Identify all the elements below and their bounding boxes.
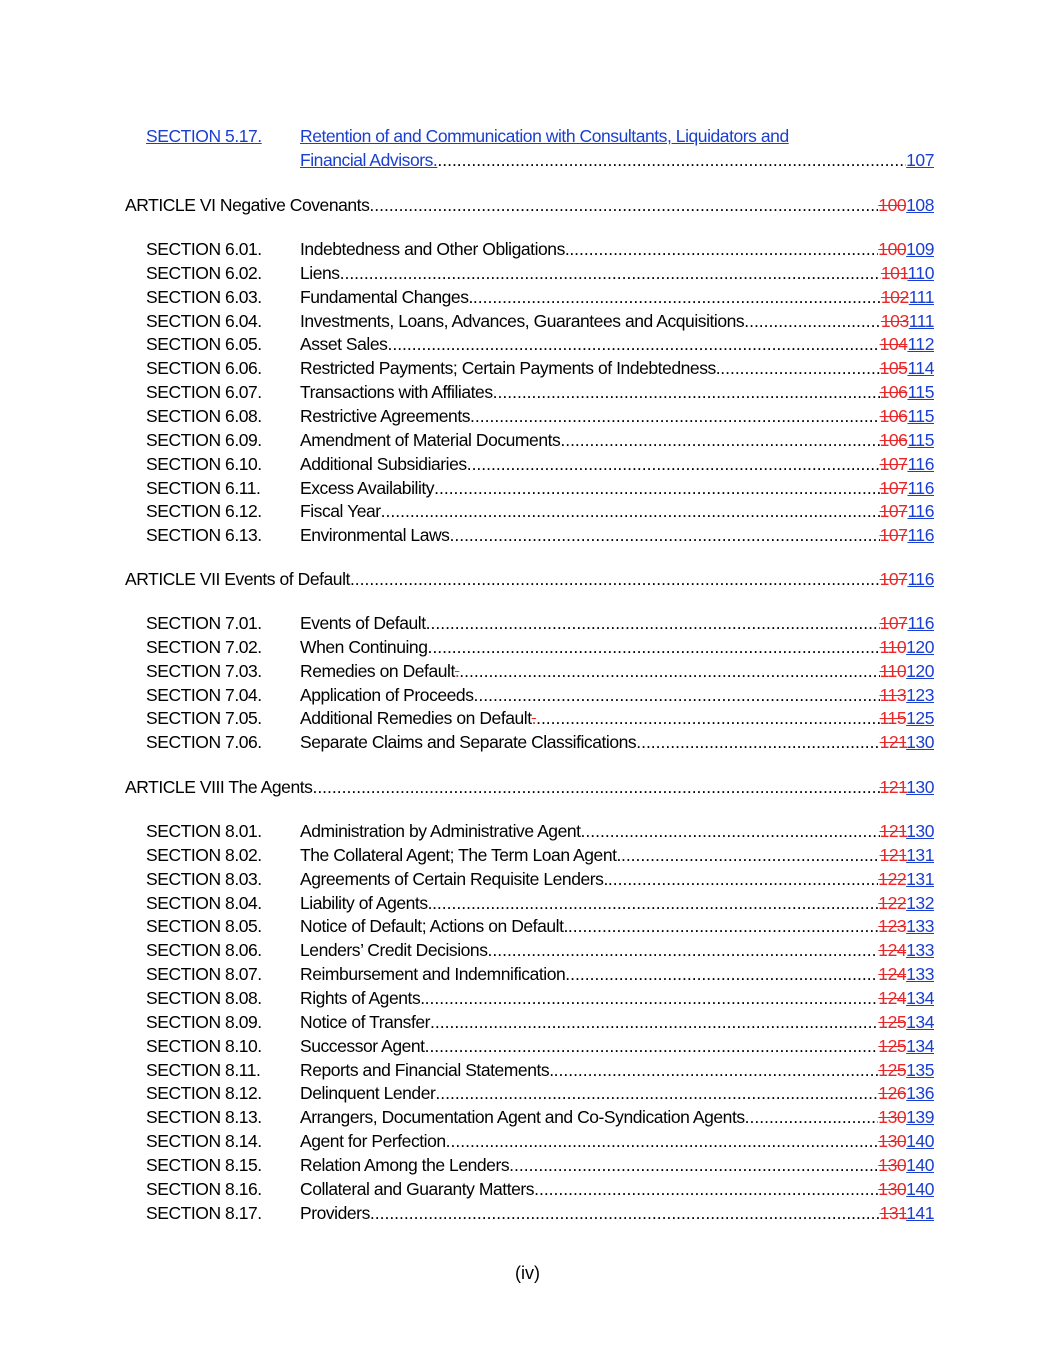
section-number: SECTION 8.15. bbox=[146, 1154, 262, 1175]
section-title: Arrangers, Documentation Agent and Co-Syndication Agents bbox=[300, 1107, 745, 1128]
section-number: SECTION 6.04. bbox=[146, 310, 262, 331]
old-page-number: 110 bbox=[879, 660, 907, 681]
toc-entry-5-17[interactable] bbox=[0, 124, 934, 148]
toc-entry[interactable] bbox=[0, 914, 934, 938]
toc-entry[interactable] bbox=[0, 1105, 934, 1129]
toc-article-vi[interactable] bbox=[0, 193, 934, 217]
dot-leader bbox=[560, 428, 879, 452]
dot-leader bbox=[446, 1129, 879, 1153]
old-page-number: 130 bbox=[878, 1107, 907, 1128]
dot-leader bbox=[430, 1010, 878, 1034]
section-number: SECTION 6.10. bbox=[146, 453, 262, 474]
new-page-number[interactable]: 140 bbox=[906, 1178, 934, 1199]
section-number: SECTION 7.01. bbox=[146, 613, 262, 633]
section-number: SECTION 7.03. bbox=[146, 660, 262, 681]
section-number: SECTION 8.16. bbox=[146, 1178, 262, 1199]
page-number-footer: (iv) bbox=[515, 1263, 540, 1283]
section-title: Notice of Transfer bbox=[300, 1011, 431, 1032]
toc-entry[interactable] bbox=[0, 730, 934, 754]
dot-leader bbox=[387, 332, 879, 356]
toc-entry[interactable] bbox=[0, 309, 934, 333]
toc-entry[interactable] bbox=[0, 1201, 934, 1225]
section-title: Indebtedness and Other Obligations. bbox=[300, 239, 570, 259]
new-page-number[interactable]: 107 bbox=[906, 150, 934, 170]
dot-leader bbox=[488, 938, 879, 962]
new-page-number[interactable]: 136 bbox=[906, 1083, 934, 1104]
new-page-number[interactable]: 116 bbox=[907, 453, 934, 474]
dot-leader bbox=[568, 914, 878, 938]
new-page-number[interactable]: 140 bbox=[906, 1131, 934, 1151]
dot-leader bbox=[569, 237, 878, 261]
new-page-number[interactable]: 133 bbox=[906, 964, 934, 985]
dot-leader bbox=[350, 567, 880, 591]
section-number: SECTION 6.13. bbox=[146, 525, 262, 546]
toc-entry[interactable] bbox=[0, 938, 934, 962]
toc-entry[interactable] bbox=[0, 611, 934, 635]
section-number: SECTION 7.02. bbox=[146, 636, 262, 657]
section-number: SECTION 8.09. bbox=[146, 1011, 262, 1032]
section-number: SECTION 8.02. bbox=[146, 844, 262, 865]
section-number: SECTION 8.08. bbox=[146, 988, 262, 1008]
toc-entry[interactable] bbox=[0, 356, 934, 380]
dot-leader bbox=[312, 775, 879, 799]
section-title: Collateral and Guaranty Matters bbox=[300, 1178, 535, 1199]
new-page-number[interactable]: 130 bbox=[906, 732, 934, 753]
dot-leader bbox=[435, 1081, 878, 1105]
section-title: Reports and Financial Statements. bbox=[300, 1059, 554, 1080]
section-title: The Collateral Agent; The Term Loan Agent. bbox=[300, 844, 621, 865]
old-page-number: 107 bbox=[879, 569, 908, 589]
deleted-text: . bbox=[454, 660, 460, 681]
dot-leader bbox=[426, 611, 880, 635]
section-title: Fiscal Year bbox=[300, 501, 381, 522]
section-title: When Continuing bbox=[300, 636, 428, 657]
old-page-number: 124 bbox=[878, 964, 907, 985]
toc-entry[interactable] bbox=[0, 1058, 934, 1082]
dot-leader bbox=[432, 891, 878, 915]
old-page-number: 121 bbox=[879, 732, 907, 753]
new-page-number[interactable]: 139 bbox=[906, 1107, 934, 1128]
old-page-number: 122 bbox=[878, 868, 907, 889]
section-number: SECTION 8.06. bbox=[146, 940, 262, 961]
section-title: Liability of Agents. bbox=[300, 892, 433, 913]
old-page-number: 107 bbox=[879, 477, 908, 498]
new-page-number[interactable]: 109 bbox=[906, 239, 934, 259]
old-page-number: 130 bbox=[878, 1131, 907, 1151]
old-page-number: 124 bbox=[878, 988, 907, 1008]
section-title: Restricted Payments; Certain Payments of Indebtedness. bbox=[300, 358, 721, 379]
section-number: SECTION 8.01. bbox=[146, 821, 262, 841]
new-page-number[interactable]: 123 bbox=[906, 684, 934, 705]
old-page-number: 130 bbox=[878, 1154, 907, 1175]
section-number: SECTION 8.07. bbox=[146, 964, 262, 985]
old-page-number: 122 bbox=[878, 892, 907, 913]
new-page-number[interactable]: 114 bbox=[907, 358, 934, 379]
section-title: Additional Remedies on Default bbox=[300, 708, 532, 729]
old-page-number: 123 bbox=[878, 916, 907, 937]
toc-entry[interactable] bbox=[0, 706, 934, 730]
dot-leader bbox=[473, 285, 881, 309]
new-page-number[interactable]: 135 bbox=[906, 1059, 934, 1080]
new-page-number[interactable]: 130 bbox=[906, 777, 934, 797]
toc-entry[interactable] bbox=[0, 404, 934, 428]
section-title: Restrictive Agreements bbox=[300, 406, 471, 426]
new-page-number[interactable]: 132 bbox=[906, 892, 934, 913]
dot-leader bbox=[744, 309, 881, 333]
section-number: SECTION 6.01. bbox=[146, 239, 262, 259]
section-number: SECTION 6.09. bbox=[146, 429, 262, 450]
new-page-number[interactable]: 131 bbox=[906, 868, 934, 889]
section-title: Separate Claims and Separate Classifications bbox=[300, 732, 637, 753]
old-page-number: 100 bbox=[878, 239, 907, 259]
dot-leader bbox=[554, 1058, 879, 1082]
dot-leader bbox=[493, 380, 880, 404]
toc-entry[interactable] bbox=[0, 819, 934, 843]
toc-entry[interactable] bbox=[0, 261, 934, 285]
toc-entry[interactable] bbox=[0, 635, 934, 659]
section-number[interactable]: SECTION 5.17. bbox=[146, 126, 262, 146]
new-page-number[interactable]: 120 bbox=[906, 636, 934, 657]
old-page-number: 125 bbox=[878, 1059, 907, 1080]
old-page-number: 115 bbox=[879, 708, 907, 729]
section-title: Amendment of Material Documents bbox=[300, 429, 561, 450]
section-number: SECTION 8.12. bbox=[146, 1083, 262, 1104]
new-page-number[interactable]: 116 bbox=[907, 501, 934, 522]
toc-article-viii[interactable] bbox=[0, 775, 934, 799]
section-number: SECTION 6.06. bbox=[146, 358, 262, 379]
dot-leader bbox=[608, 867, 878, 891]
toc-entry[interactable] bbox=[0, 523, 934, 547]
old-page-number: 102 bbox=[880, 286, 909, 307]
section-title: Agent for Perfection bbox=[300, 1131, 446, 1151]
section-title: Events of Default bbox=[300, 613, 426, 633]
toc-entry[interactable] bbox=[0, 659, 934, 683]
old-page-number: 124 bbox=[878, 940, 907, 961]
section-number: SECTION 8.04. bbox=[146, 892, 262, 913]
section-title: Asset Sales bbox=[300, 334, 388, 355]
dot-leader bbox=[636, 730, 879, 754]
dot-leader bbox=[581, 819, 880, 843]
section-title: Additional Subsidiaries bbox=[300, 453, 467, 474]
section-title: Application of Proceeds bbox=[300, 684, 474, 705]
section-number: SECTION 6.12. bbox=[146, 501, 262, 522]
section-number: SECTION 6.02. bbox=[146, 262, 262, 283]
section-title: Reimbursement and Indemnification bbox=[300, 964, 566, 985]
dot-leader bbox=[534, 1177, 878, 1201]
old-page-number: 105 bbox=[879, 358, 908, 379]
toc-entry[interactable] bbox=[0, 380, 934, 404]
new-page-number[interactable]: 130 bbox=[906, 821, 934, 841]
dot-leader bbox=[425, 986, 879, 1010]
new-page-number[interactable]: 133 bbox=[906, 916, 934, 937]
toc-entry[interactable] bbox=[0, 891, 934, 915]
section-number: SECTION 7.05. bbox=[146, 708, 262, 729]
old-page-number: 107 bbox=[879, 613, 908, 633]
toc-entry[interactable] bbox=[0, 476, 934, 500]
old-page-number: 106 bbox=[879, 406, 908, 426]
new-page-number[interactable]: 120 bbox=[906, 660, 934, 681]
old-page-number: 100 bbox=[878, 195, 907, 215]
new-page-number[interactable]: 112 bbox=[907, 334, 934, 355]
dot-leader bbox=[428, 635, 880, 659]
old-page-number: 107 bbox=[879, 453, 908, 474]
dot-leader bbox=[449, 523, 879, 547]
article-title: ARTICLE VII Events of Default bbox=[125, 569, 350, 589]
section-title: Investments, Loans, Advances, Guarantees and Acquisitions bbox=[300, 310, 745, 331]
new-page-number[interactable]: 140 bbox=[906, 1154, 934, 1175]
new-page-number[interactable]: 116 bbox=[907, 477, 934, 498]
new-page-number[interactable]: 108 bbox=[906, 195, 934, 215]
new-page-number[interactable]: 116 bbox=[907, 613, 934, 633]
old-page-number: 121 bbox=[879, 777, 907, 797]
toc-entry[interactable] bbox=[0, 499, 934, 523]
section-title: Liens bbox=[300, 262, 340, 283]
toc-article-vii[interactable] bbox=[0, 567, 934, 591]
new-page-number[interactable]: 111 bbox=[908, 310, 934, 331]
section-title: Delinquent Lender bbox=[300, 1083, 436, 1104]
new-page-number[interactable]: 134 bbox=[906, 1011, 934, 1032]
old-page-number: 126 bbox=[878, 1083, 907, 1104]
section-number: SECTION 6.08. bbox=[146, 406, 262, 426]
old-page-number: 130 bbox=[878, 1178, 907, 1199]
section-title: Remedies on Default bbox=[300, 660, 455, 681]
section-number: SECTION 7.04. bbox=[146, 684, 262, 705]
dot-leader bbox=[720, 356, 879, 380]
dot-leader bbox=[536, 706, 880, 730]
toc-entry[interactable] bbox=[0, 332, 934, 356]
toc-entry[interactable] bbox=[0, 452, 934, 476]
dot-leader bbox=[381, 499, 880, 523]
dot-leader bbox=[437, 148, 906, 172]
toc-entry[interactable] bbox=[0, 1177, 934, 1201]
dot-leader bbox=[467, 452, 880, 476]
toc-entry[interactable] bbox=[0, 683, 934, 707]
dot-leader bbox=[745, 1105, 879, 1129]
toc-entry[interactable] bbox=[0, 237, 934, 261]
new-page-number[interactable]: 133 bbox=[906, 940, 934, 961]
toc-entry[interactable] bbox=[0, 867, 934, 891]
dot-leader bbox=[370, 1201, 880, 1225]
section-number: SECTION 6.11. bbox=[146, 477, 261, 498]
toc-entry[interactable] bbox=[0, 1153, 934, 1177]
new-page-number[interactable]: 116 bbox=[907, 569, 934, 589]
old-page-number: 103 bbox=[880, 310, 909, 331]
section-title: Excess Availability bbox=[300, 477, 435, 498]
new-page-number[interactable]: 111 bbox=[908, 286, 934, 307]
dot-leader bbox=[369, 193, 878, 217]
dot-leader bbox=[425, 1034, 879, 1058]
old-page-number: 106 bbox=[879, 382, 908, 403]
article-title: ARTICLE VIII The Agents bbox=[125, 777, 313, 797]
old-page-number: 106 bbox=[879, 429, 908, 450]
section-number: SECTION 6.05. bbox=[146, 334, 262, 355]
new-page-number[interactable]: 115 bbox=[907, 382, 934, 403]
dot-leader bbox=[434, 476, 879, 500]
old-page-number: 113 bbox=[879, 684, 907, 705]
dot-leader bbox=[621, 843, 880, 867]
new-page-number[interactable]: 125 bbox=[906, 708, 934, 729]
old-page-number: 125 bbox=[878, 1035, 907, 1056]
old-page-number: 121 bbox=[879, 844, 907, 865]
toc-entry[interactable] bbox=[0, 843, 934, 867]
new-page-number[interactable]: 131 bbox=[906, 844, 934, 865]
new-page-number[interactable]: 116 bbox=[907, 525, 934, 546]
section-title: Transactions with Affiliates bbox=[300, 382, 493, 403]
section-title[interactable]: Retention of and Communication with Consultants, Liquidators and bbox=[300, 126, 789, 146]
old-page-number: 110 bbox=[879, 636, 907, 657]
old-page-number: 101 bbox=[880, 262, 908, 283]
dot-leader bbox=[340, 261, 881, 285]
section-title: Agreements of Certain Requisite Lenders. bbox=[300, 868, 608, 889]
old-page-number: 104 bbox=[879, 334, 908, 355]
toc-entry[interactable] bbox=[0, 285, 934, 309]
section-title: Notice of Default; Actions on Default. bbox=[300, 916, 568, 937]
section-number: SECTION 6.03. bbox=[146, 286, 262, 307]
toc-entry[interactable] bbox=[0, 1129, 934, 1153]
new-page-number[interactable]: 110 bbox=[907, 262, 934, 283]
section-number: SECTION 7.06. bbox=[146, 732, 262, 753]
dot-leader bbox=[509, 1153, 878, 1177]
toc-entry[interactable] bbox=[0, 962, 934, 986]
section-number: SECTION 8.10. bbox=[146, 1035, 262, 1056]
old-page-number: 125 bbox=[878, 1011, 907, 1032]
section-title: Successor Agent bbox=[300, 1035, 425, 1056]
section-title-cont[interactable]: Financial Advisors. bbox=[300, 150, 438, 170]
toc-entry[interactable] bbox=[0, 1034, 934, 1058]
dot-leader bbox=[565, 962, 878, 986]
section-number: SECTION 8.17. bbox=[146, 1202, 262, 1223]
article-title: ARTICLE VI Negative Covenants bbox=[125, 195, 370, 215]
dot-leader bbox=[474, 683, 880, 707]
section-title: Rights of Agents. bbox=[300, 988, 425, 1008]
old-page-number: 107 bbox=[879, 501, 908, 522]
section-number: SECTION 8.03. bbox=[146, 868, 262, 889]
deleted-text: . bbox=[531, 708, 537, 729]
section-title: Environmental Laws bbox=[300, 525, 450, 546]
section-title: Relation Among the Lenders bbox=[300, 1154, 510, 1175]
toc-entry[interactable] bbox=[0, 1081, 934, 1105]
section-number: SECTION 8.11. bbox=[146, 1059, 261, 1080]
toc-entry[interactable] bbox=[0, 986, 934, 1010]
toc-entry[interactable] bbox=[0, 1010, 934, 1034]
new-page-number[interactable]: 115 bbox=[907, 406, 934, 426]
old-page-number: 121 bbox=[879, 821, 907, 841]
toc-entry-5-17-cont[interactable] bbox=[0, 148, 934, 172]
section-title: Administration by Administrative Agent bbox=[300, 821, 581, 841]
section-number: SECTION 6.07. bbox=[146, 382, 262, 403]
new-page-number[interactable]: 115 bbox=[907, 429, 934, 450]
section-title: Providers bbox=[300, 1202, 370, 1223]
old-page-number: 131 bbox=[879, 1202, 907, 1223]
new-page-number[interactable]: 141 bbox=[906, 1202, 934, 1223]
dot-leader bbox=[459, 659, 879, 683]
toc-entry[interactable] bbox=[0, 428, 934, 452]
new-page-number[interactable]: 134 bbox=[906, 988, 934, 1008]
section-number: SECTION 8.13. bbox=[146, 1107, 262, 1128]
section-title: Fundamental Changes. bbox=[300, 286, 473, 307]
section-title: Lenders’ Credit Decisions bbox=[300, 940, 488, 961]
section-number: SECTION 8.05. bbox=[146, 916, 262, 937]
old-page-number: 107 bbox=[879, 525, 908, 546]
dot-leader bbox=[470, 404, 880, 428]
section-number: SECTION 8.14. bbox=[146, 1131, 262, 1151]
new-page-number[interactable]: 134 bbox=[906, 1035, 934, 1056]
